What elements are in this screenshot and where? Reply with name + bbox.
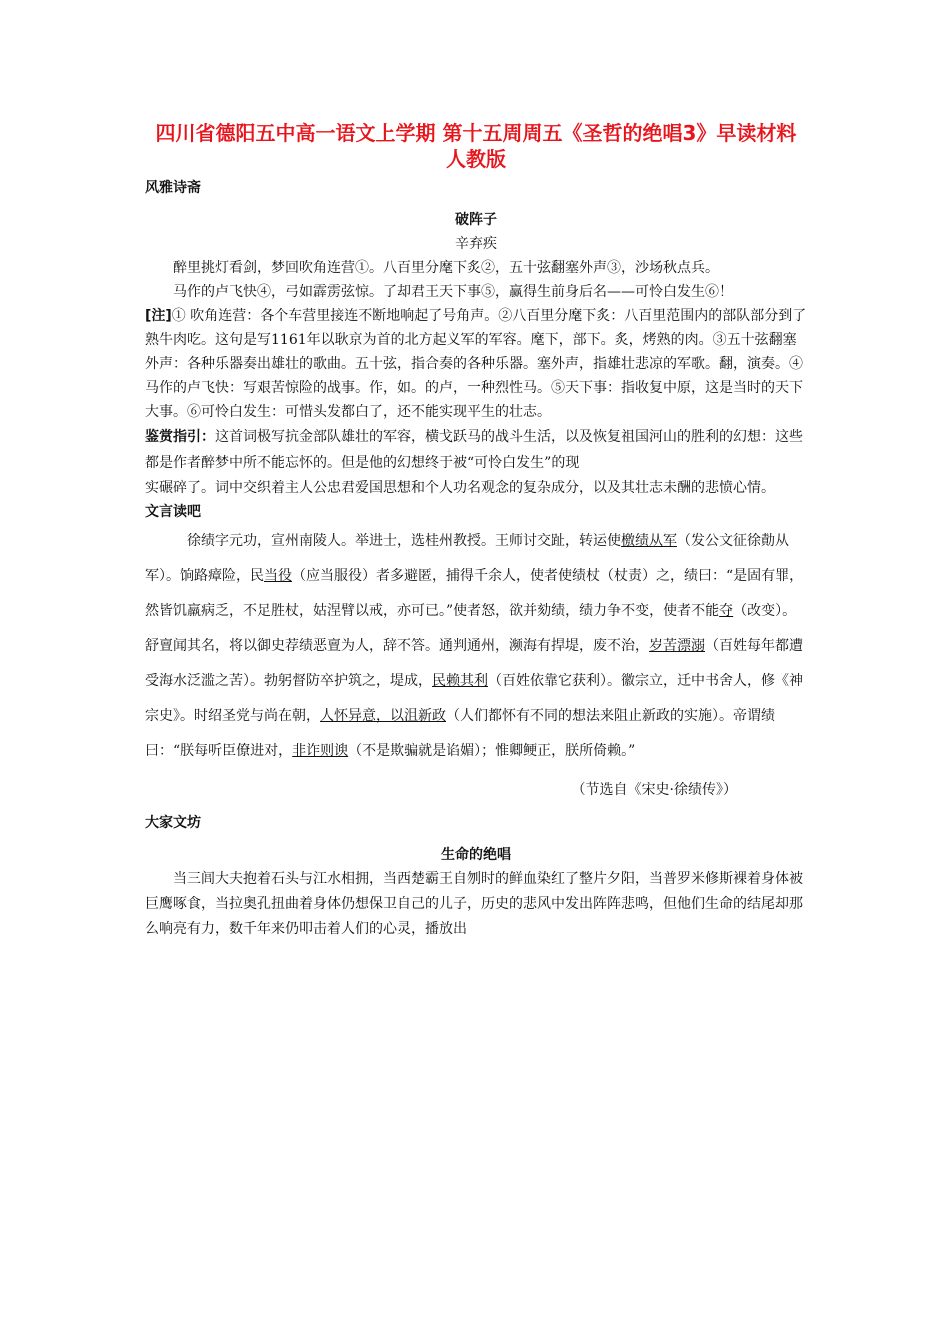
appreciation-text-2: 实碾碎了。词中交织着主人公忠君爱国思想和个人功名观念的复杂成分，以及其壮志未酬的悲愤心情。 xyxy=(145,480,775,496)
notes-label: [注] xyxy=(145,308,172,324)
essay-title: 生命的绝唱 xyxy=(441,847,511,863)
underlined-phrase: 民赖其利 xyxy=(432,673,488,689)
poem-author: 辛弃疾 xyxy=(455,236,497,252)
passage-text: （发公文征徐勣从军）。饷路瘴险，民 xyxy=(145,533,789,584)
underlined-phrase: 非诈则谀 xyxy=(292,743,349,759)
underlined-phrase: 当役 xyxy=(264,568,292,584)
poem-stanza-2: 马作的卢飞快④，弓如霹雳弦惊。了却君王天下事⑤，赢得生前身后名——可怜白发生⑥！ xyxy=(173,284,733,300)
passage-text: （百姓依靠它获利）。徽宗立，迁中书舍人，修《神宗史》。时绍圣党与尚在朝， xyxy=(145,673,803,724)
underlined-phrase: 岁苦漂溺 xyxy=(649,638,705,654)
section-heading-classical: 文言读吧 xyxy=(145,504,201,520)
underlined-phrase: 檄绩从军 xyxy=(621,533,677,549)
underlined-phrase: 夺 xyxy=(719,603,734,619)
passage-source: （节选自《宋史·徐绩传》） xyxy=(571,782,737,798)
essay-paragraph: 当三闾大夫抱着石头与江水相拥，当西楚霸王自刎时的鲜血染红了整片夕阳，当普罗米修斯裸着身体被巨鹰啄食，当拉奥孔扭曲着身体仍想保卫自己的儿子，历史的悲风中发出阵阵悲鸣，但他们生命的结尾却那么响亮有力，数千年来仍叩击着人们的心灵，播放出 xyxy=(145,871,803,937)
poem-title: 破阵子 xyxy=(455,212,497,228)
passage-text: 徐绩字元功，宣州南陵人。举进士，选桂州教授。王师讨交趾，转运使 xyxy=(187,533,621,549)
document-title: 四川省德阳五中高一语文上学期 第十五周周五《圣哲的绝唱3》早读材料 人教版 xyxy=(155,121,797,171)
poem-stanza-1: 醉里挑灯看剑，梦回吹角连营①。八百里分麾下炙②，五十弦翻塞外声③，沙场秋点兵。 xyxy=(173,260,719,276)
appreciation-label: 鉴赏指引： xyxy=(145,429,215,445)
passage-text: （不是欺骗就是谄媚）；惟卿鲠正，朕所倚赖。” xyxy=(348,743,636,759)
notes-text: ① 吹角连营：各个车营里接连不断地响起了号角声。②八百里分麾下炙：八百里范围内的部队部分到了熟牛肉吃。这句是写1161年以耿京为首的北方起义军的军容。麾下，部下。炙，烤熟的肉。③五十弦翻塞外声：各种乐器奏出雄壮的歌曲。五十弦，指合奏的各种乐器。塞外声，指雄壮悲凉的军歌。翻，演奏。④马作的卢飞快：写艰苦惊险的战事。作，如。的卢，一种烈性马。⑤天下事：指收复中原，这是当时的天下大事。⑥可怜白发生：可惜头发都白了，还不能实现平生的壮志。 xyxy=(145,308,807,420)
appreciation-text-1: 这首词极写抗金部队雄壮的军容，横戈跃马的战斗生活，以及恢复祖国河山的胜利的幻想：这些都是作者醉梦中所不能忘怀的。但是他的幻想终于被“可怜白发生”的现 xyxy=(145,429,803,471)
underlined-phrase: 人怀异意，以沮新政 xyxy=(320,708,446,724)
document-page xyxy=(145,120,807,942)
section-heading-poetry: 风雅诗斋 xyxy=(145,180,201,196)
passage-text: （百姓每年都遭受海水泛滥之苦）。勃躬督防卒护筑之，堤成， xyxy=(145,638,803,689)
passage-text: （人们都怀有不同的想法来阻止新政的实施）。帝谓绩曰：“朕每听臣僚进对， xyxy=(145,708,775,759)
section-heading-essay: 大家文坊 xyxy=(145,815,201,831)
poem-notes xyxy=(145,304,807,424)
appreciation-guide xyxy=(145,424,807,476)
passage-text: （应当服役）者多避匿，捕得千余人，使者使绩杖（杖责）之，绩曰：“是固有罪，然皆饥羸病乏，不足胜杖，姑涅臂以戒，亦可已。”使者怒，欲并劾绩，绩力争不变，使者不能 xyxy=(145,568,804,619)
passage-text: （改变）。舒亶闻其名，将以御史荐绩恶亶为人，辞不答。通判通州，濒海有捍堤，废不治， xyxy=(145,603,797,654)
classical-passage xyxy=(145,524,807,769)
